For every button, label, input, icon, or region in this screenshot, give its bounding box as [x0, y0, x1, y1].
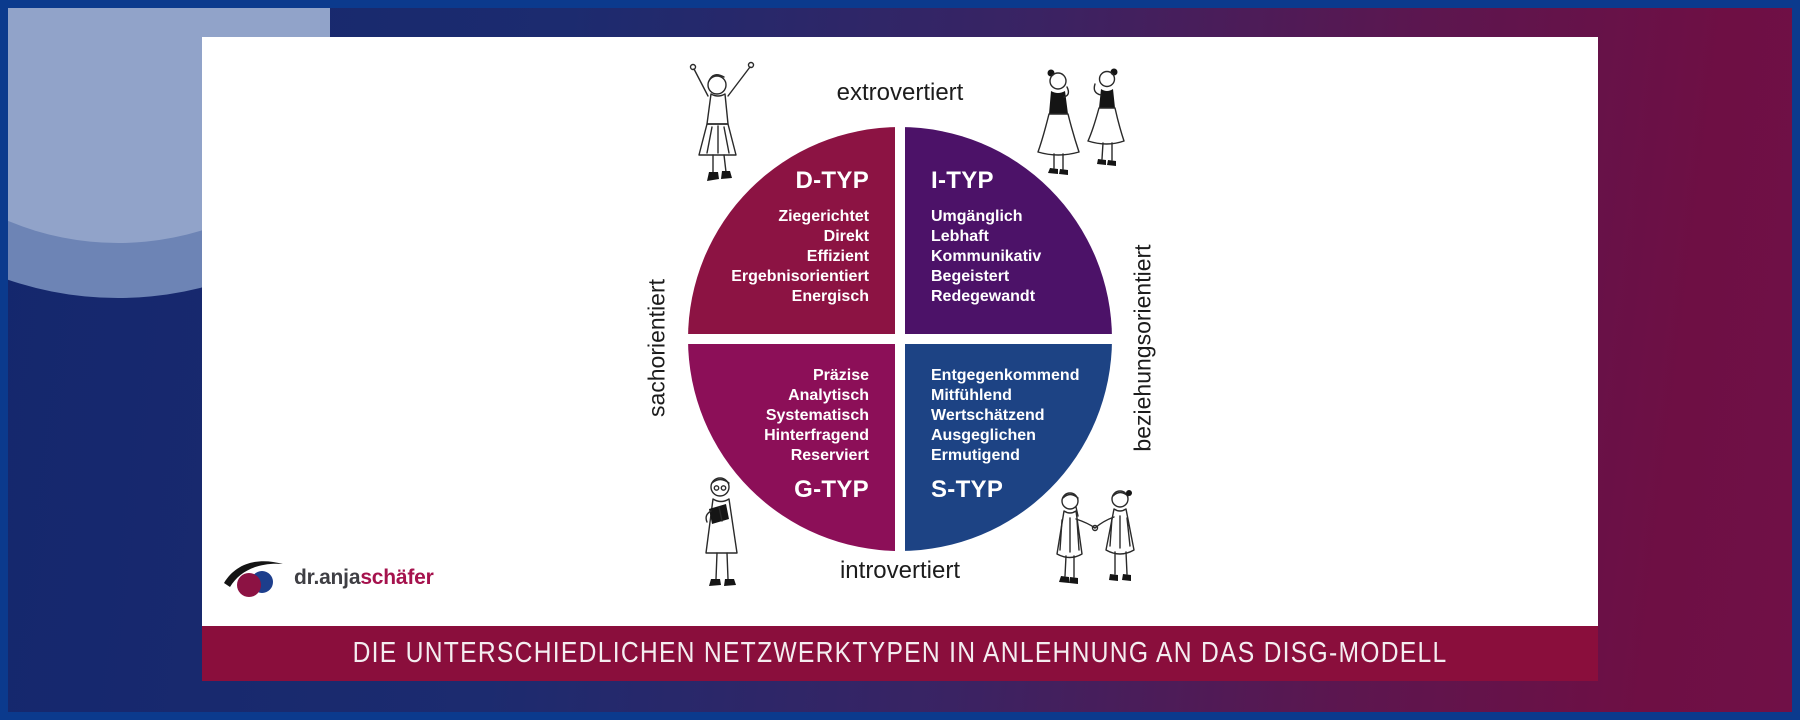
trait-line: Kommunikativ: [931, 248, 1042, 265]
quadrant-title: S-TYP: [931, 476, 1004, 503]
quadrant-trait-list: [931, 366, 1079, 466]
logo-surname: schäfer: [360, 566, 434, 589]
trait-line: Effizient: [806, 248, 869, 265]
content-card: [202, 37, 1598, 681]
two-women-handshake-illustration: [1049, 486, 1143, 590]
logo-icon: [222, 557, 286, 599]
trait-line: Ziegerichtet: [778, 208, 869, 225]
trait-line: Umgänglich: [931, 208, 1023, 225]
trait-line: Energisch: [791, 288, 869, 305]
quadrant-title: D-TYP: [795, 167, 869, 194]
trait-line: Ermutigend: [931, 447, 1020, 464]
quadrant-title: G-TYP: [794, 476, 869, 503]
logo-text: [294, 566, 434, 590]
banner-title: DIE UNTERSCHIEDLICHEN NETZWERKTYPEN IN ANLEHNUNG AN DAS DISG-MODELL: [352, 637, 1448, 669]
axis-label-introvertiert: introvertiert: [839, 557, 961, 584]
two-women-talking-illustration: [1034, 64, 1136, 176]
axis-label-extrovertiert: extrovertiert: [836, 79, 964, 106]
quadrant-trait-list: [764, 366, 869, 466]
quadrant-trait-list: [731, 207, 869, 307]
trait-line: Reserviert: [790, 447, 869, 464]
trait-line: Systematisch: [765, 407, 869, 424]
trait-line: Direkt: [823, 228, 869, 245]
trait-line: Redegewandt: [931, 288, 1036, 305]
dr-anja-schaefer-logo: [222, 557, 434, 599]
quadrant-trait-list: [931, 207, 1041, 307]
woman-reading-illustration: [692, 473, 752, 591]
logo-name: anja: [319, 566, 361, 589]
logo-circle-maroon: [237, 573, 261, 597]
cheering-woman-illustration: [686, 59, 762, 189]
trait-line: Ergebnisorientiert: [731, 268, 869, 285]
trait-line: Begeistert: [931, 268, 1010, 285]
logo-prefix: dr.: [294, 566, 320, 589]
axis-label-beziehungsorientiert: beziehungsorientiert: [1129, 244, 1156, 452]
trait-line: Wertschätzend: [931, 407, 1045, 424]
trait-line: Mitfühlend: [931, 387, 1012, 404]
axis-label-sachorientiert: sachorientiert: [643, 278, 670, 418]
trait-line: Entgegenkommend: [931, 367, 1080, 384]
trait-line: Hinterfragend: [764, 427, 869, 444]
trait-line: Lebhaft: [931, 228, 989, 245]
trait-line: Analytisch: [788, 387, 869, 404]
quadrant-title: I-TYP: [931, 167, 994, 194]
trait-line: Präzise: [812, 367, 869, 384]
title-banner: [202, 626, 1598, 681]
trait-line: Ausgeglichen: [931, 427, 1036, 444]
